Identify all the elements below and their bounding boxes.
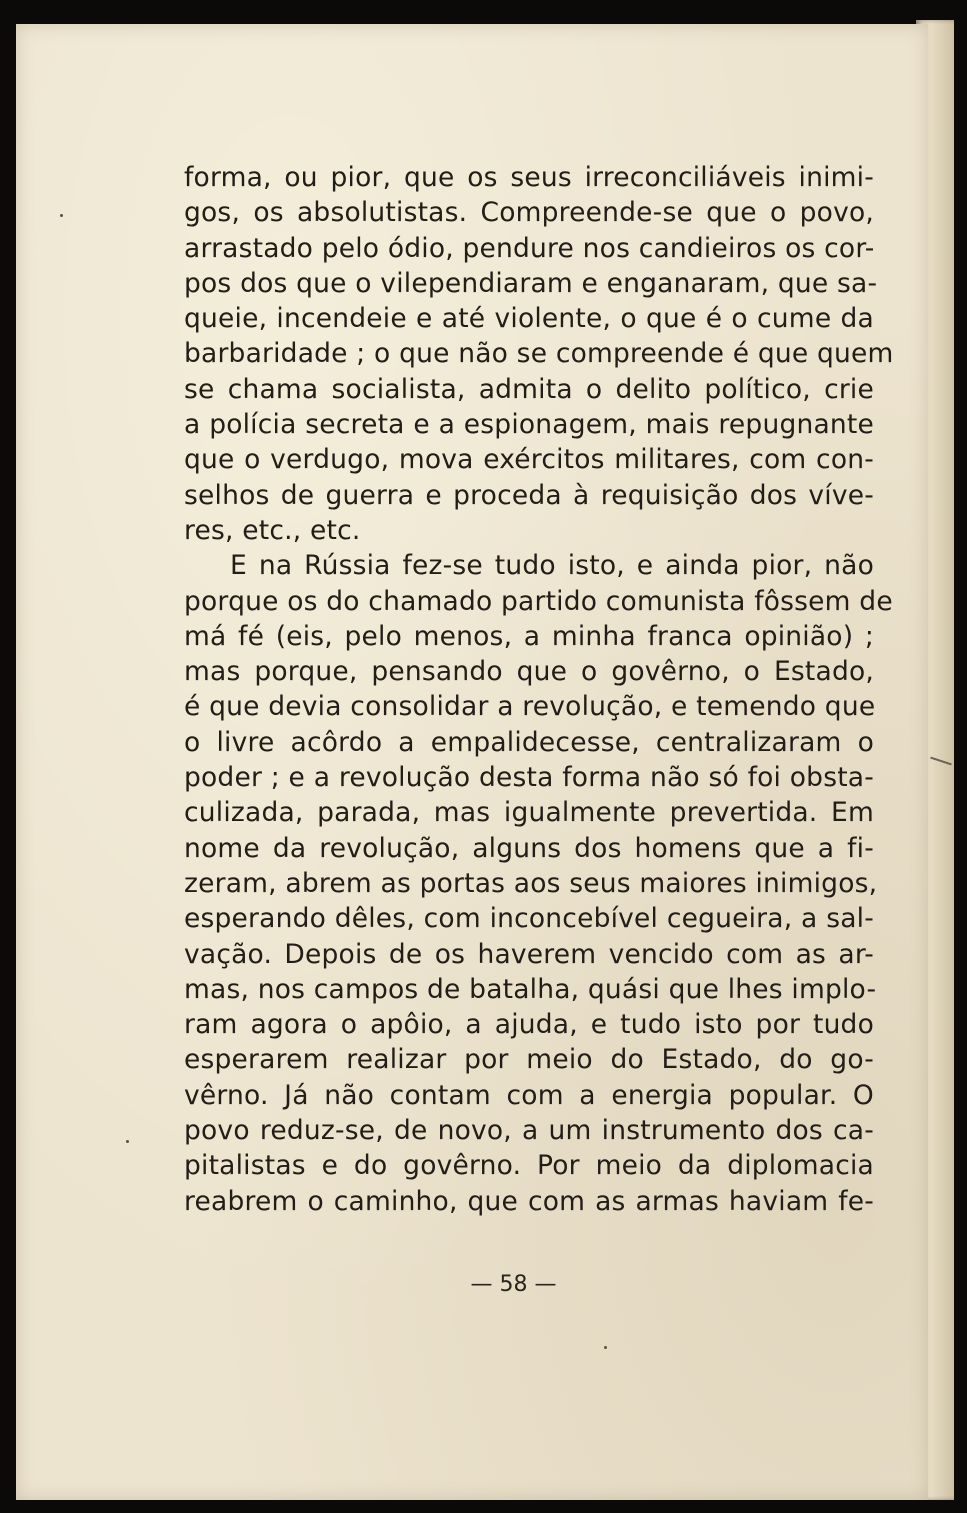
text-line: barbaridade ; o que não se compreende é que quem: [184, 338, 894, 370]
text-line: culizada, parada, mas igualmente prevertida. Em: [184, 797, 874, 829]
text-line: o livre acôrdo a empalidecesse, centralizaram o: [184, 726, 874, 758]
text-line: mas, nos campos de batalha, quási que lhes implo-: [184, 973, 877, 1005]
body-text: [184, 160, 894, 1219]
text-line: selhos de guerra e proceda à requisição dos víve-: [184, 479, 874, 511]
text-line: nome da revolução, alguns dos homens que a fi-: [184, 832, 874, 864]
text-line: ram agora o apôio, a ajuda, e tudo isto por tudo: [184, 1009, 874, 1041]
text-line: a polícia secreta e a espionagem, mais repugnante: [184, 409, 874, 441]
text-line: pitalistas e do govêrno. Por meio da diplomacia: [184, 1150, 874, 1182]
text-line: res, etc., etc.: [184, 514, 361, 546]
text-line: pos dos que o vilependiaram e enganaram, que sa-: [184, 267, 878, 299]
text-line: é que devia consolidar a revolução, e temendo que: [184, 691, 876, 723]
page-number: — 58 —: [470, 1272, 557, 1297]
text-line: gos, os absolutistas. Compreende-se que o povo,: [184, 197, 874, 229]
text-line: se chama socialista, admita o delito político, crie: [184, 373, 874, 405]
text-line: queie, incendeie e até violente, o que é o cume da: [184, 303, 874, 335]
text-line: reabrem o caminho, que com as armas haviam fe-: [184, 1185, 874, 1217]
text-line: arrastado pelo ódio, pendure nos candieiros os cor-: [184, 232, 875, 264]
text-line: esperarem realizar por meio do Estado, do go-: [184, 1044, 874, 1076]
text-line: vêrno. Já não contam com a energia popular. O: [184, 1079, 874, 1111]
text-line: porque os do chamado partido comunista fôssem de: [184, 585, 893, 617]
text-line: povo reduz-se, de novo, a um instrumento dos ca-: [184, 1115, 874, 1147]
paper-speck: [126, 1140, 129, 1143]
text-line: poder ; e a revolução desta forma não só foi obsta-: [184, 762, 874, 794]
paragraph-first-line: E na Rússia fez-se tudo isto, e ainda pior, não: [230, 550, 874, 582]
paper-speck: [604, 1346, 607, 1349]
text-line: forma, ou pior, que os seus irreconciliáveis inimi-: [184, 162, 874, 193]
text-line: má fé (eis, pelo menos, a minha franca opinião) ;: [184, 620, 874, 652]
text-line: zeram, abrem as portas aos seus maiores inimigos,: [184, 867, 878, 899]
text-line: que o verdugo, mova exércitos militares, com con-: [184, 444, 874, 476]
text-line: vação. Depois de os haverem vencido com as ar-: [184, 938, 874, 970]
text-line: mas porque, pensando que o govêrno, o Estado,: [184, 656, 874, 688]
text-line: esperando dêles, com inconcebível cegueira, a sal-: [184, 903, 874, 935]
paper-speck: [60, 214, 63, 217]
